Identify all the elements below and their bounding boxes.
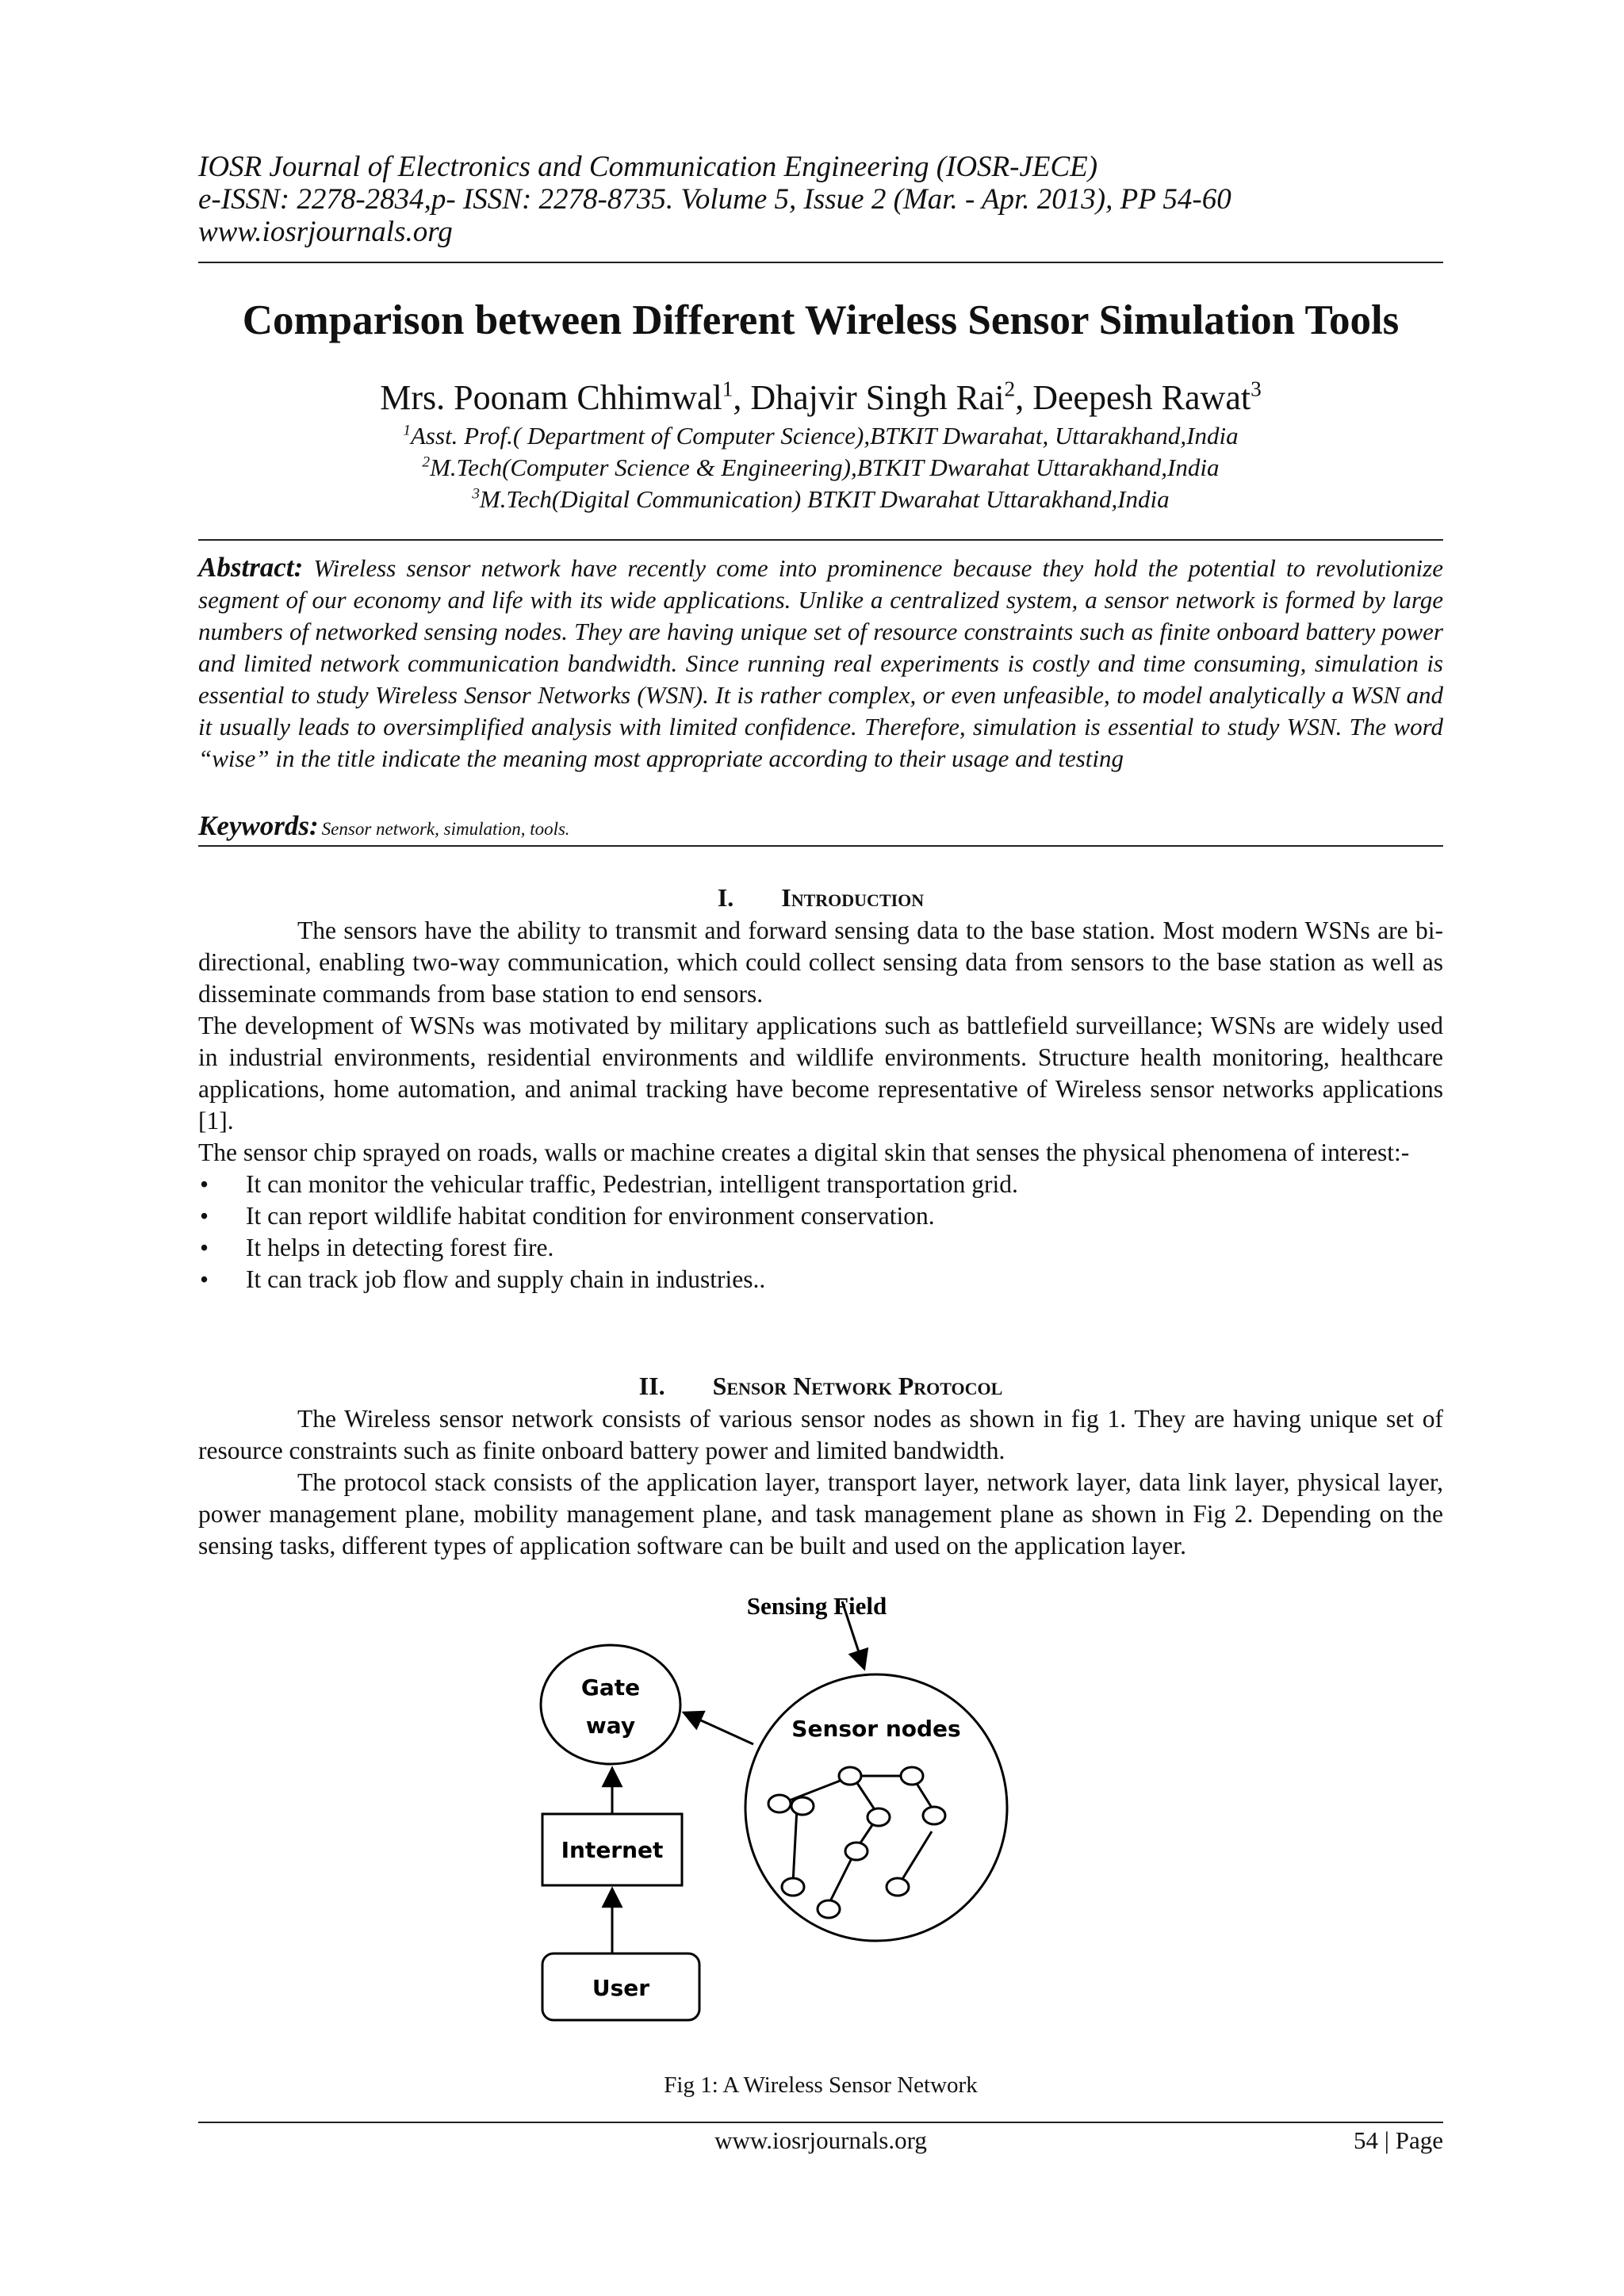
sensor-node [901, 1767, 923, 1785]
affiliation: $^3$M.Tech(Digital Communication) BTKIT Dwarahat Uttarakhand,India [472, 485, 1170, 513]
sensor-node [768, 1795, 791, 1812]
page-number: 54 | Page [1354, 2126, 1443, 2154]
affiliation: $^1$Asst. Prof.( Department of Computer Science),BTKIT Dwarahat, Uttarakhand,India [403, 422, 1239, 450]
list-item: • It can track job flow and supply chain in industries.. [198, 1264, 1443, 1295]
affiliation: $^2$M.Tech(Computer Science & Engineering),BTKIT Dwarahat Uttarakhand,India [422, 453, 1220, 481]
internet-label: Internet [561, 1837, 664, 1863]
list-item: • It can report wildlife habitat condition for environment conservation. [198, 1200, 1443, 1232]
keywords-label: Keywords: [198, 810, 319, 841]
author-name: Deepesh Rawat [1032, 378, 1251, 417]
keywords-text: Sensor network, simulation, tools [321, 819, 565, 839]
footer-url: www.iosrjournals.org [714, 2126, 927, 2154]
section-heading: II. Sensor Network Protocol [638, 1372, 1003, 1400]
keywords: Keywords: Sensor network, simulation, tools. [198, 810, 569, 841]
sensor-node [839, 1767, 861, 1785]
sensor-node [818, 1900, 840, 1918]
author-name: Dhajvir Singh Rai [750, 378, 1005, 417]
list-item: • It can monitor the vehicular traffic, Pedestrian, intelligent transportation grid. [198, 1169, 1443, 1200]
gateway-node [541, 1645, 680, 1764]
journal-header [198, 151, 1443, 248]
abstract-rule [198, 539, 1443, 541]
sensing-field-label: Sensing Field [746, 1592, 887, 1620]
paragraph: The sensors have the ability to transmit and forward sensing data to the base station. Most modern WSNs are bi-directional, enabling two-way communication, which could collect sensing data from sensors to the base station as well as disseminate commands from base station to end sensors. [198, 916, 1443, 1008]
paper-title: Comparison between Different Wireless Sensor Simulation Tools [242, 297, 1400, 343]
section-heading: I. Introduction [717, 883, 925, 912]
header-rule [198, 262, 1443, 263]
list-item: • It helps in detecting forest fire. [198, 1232, 1443, 1264]
gateway-label: Gate [580, 1674, 641, 1701]
author-sup: 2 [1004, 377, 1016, 401]
paragraph: The development of WSNs was motivated by military applications such as battlefield surveillance; WSNs are widely used in industrial environments, residential environments and wildlife environments. Structure health monitoring, healthcare applications, home automation, and animal tracking have become representative of Wireless sensor networks applications [1]. [198, 1012, 1443, 1135]
sensor-nodes-label: Sensor nodes [791, 1716, 961, 1742]
sensor-node [923, 1807, 945, 1824]
sensor-node [791, 1797, 814, 1815]
paragraph: The Wireless sensor network consists of various sensor nodes as shown in fig 1. They are having unique set of resource constraints such as finite onboard battery power and limited bandwidth. [198, 1405, 1443, 1464]
abstract-label: Abstract: [198, 552, 304, 583]
gateway-label: way [585, 1712, 636, 1739]
paragraph: The sensor chip sprayed on roads, walls or machine creates a digital skin that senses the physical phenomena of interest:- [198, 1138, 1410, 1166]
figure-caption: Fig 1: A Wireless Sensor Network [664, 2072, 978, 2098]
wsn-figure [198, 1578, 1443, 2069]
footer-rule [198, 2122, 1443, 2123]
sensor-to-gateway-arrow [684, 1712, 753, 1744]
author-line: Mrs. Poonam Chhimwal$^1$, Dhajvir Singh Rai$^2$, Deepesh Rawat$^3$ [380, 377, 1262, 417]
abstract-text: Wireless sensor network have recently come into prominence because they hold the potential to revolutionize segment of our economy and life with its wide applications. Unlike a centralized system, a sensor network is formed by large numbers of networked sensing nodes. They are having unique set of resource constraints such as finite onboard battery power and limited network communication bandwidth. Since running real experiments is costly and time consuming, simulation is essential to study Wireless Sensor Networks (WSN). It is rather complex, or even unfeasible, to model analytically a WSN and it usually leads to oversimplified analysis with limited confidence. Therefore, simulation is essential to study WSN. The word “wise” in the title indicate the meaning most appropriate according to their usage and testing [198, 554, 1443, 772]
user-label: User [592, 1975, 650, 2001]
journal-issn: e-ISSN: 2278-2834,p- ISSN: 2278-8735. Volume 5, Issue 2 (Mar. - Apr. 2013), PP 54-60 [198, 183, 1231, 216]
sensor-node [845, 1843, 868, 1860]
abstract [198, 552, 1443, 775]
sensor-node [887, 1878, 909, 1896]
author-sup: 1 [722, 377, 733, 401]
sensor-node [782, 1878, 804, 1896]
sensor-node [868, 1808, 890, 1826]
abstract-rule [198, 845, 1443, 847]
journal-name: IOSR Journal of Electronics and Communication Engineering (IOSR-JECE) [198, 151, 1098, 183]
section-protocol-body [198, 1403, 1443, 1562]
bullet-list [198, 1169, 1443, 1295]
journal-website: www.iosrjournals.org [198, 216, 453, 248]
author-name: Mrs. Poonam Chhimwal [380, 378, 722, 417]
paragraph: The protocol stack consists of the application layer, transport layer, network layer, data link layer, physical layer, power management plane, mobility management plane, and task management plane as shown in Fig 2. Depending on the sensing tasks, different types of application software can be built and used on the application layer. [198, 1468, 1443, 1559]
author-sup: 3 [1251, 377, 1262, 401]
section-introduction-body [198, 915, 1443, 1295]
